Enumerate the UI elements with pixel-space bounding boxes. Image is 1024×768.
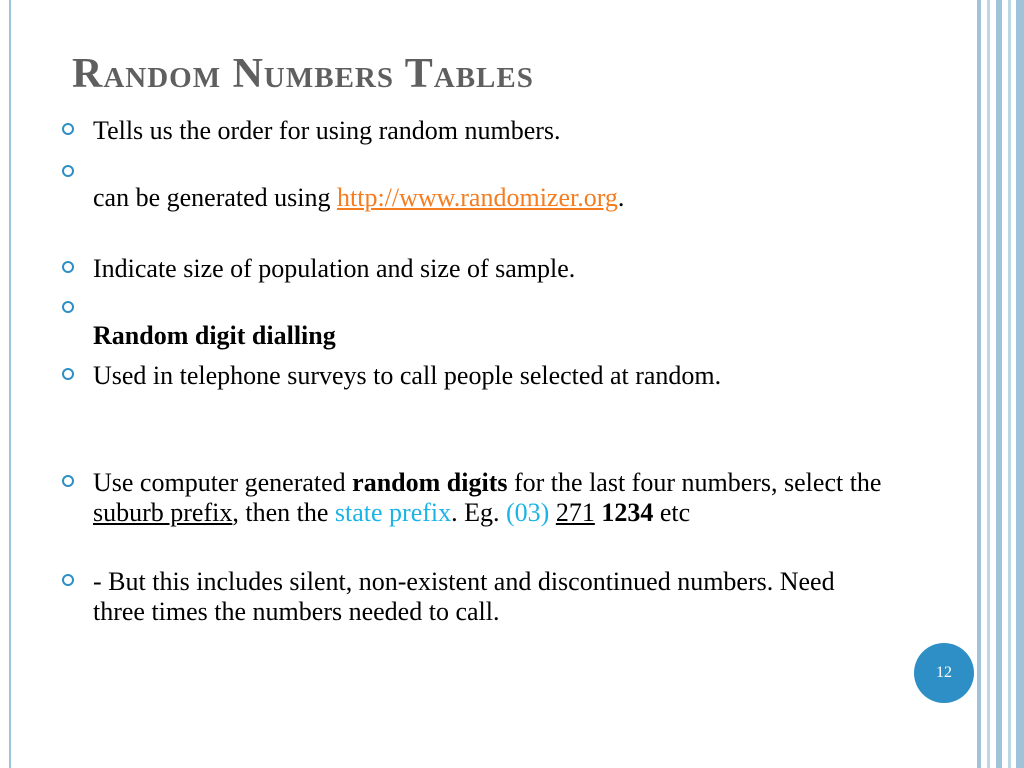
frame-stripe — [987, 0, 990, 768]
bullet-marker-icon — [62, 123, 74, 135]
bullet-text — [93, 183, 893, 213]
randomizer-link[interactable]: http://www.randomizer.org — [337, 183, 618, 212]
frame-stripe — [996, 0, 1002, 768]
bullet-text-highlight: state prefix — [334, 498, 452, 527]
bullet-marker-icon — [62, 475, 74, 487]
frame-stripe — [977, 0, 981, 768]
slide-title: Random Numbers Tables — [72, 51, 534, 97]
frame-right-stripes — [975, 0, 1024, 768]
frame-stripe — [1008, 0, 1011, 768]
bullet-text: Used in telephone surveys to call people selected at random. — [93, 361, 722, 390]
bullet-text-underline: 271 — [555, 498, 595, 527]
bullet-marker-icon — [62, 261, 74, 273]
bullet-text-part: . Eg. — [451, 498, 507, 527]
bullet-text — [93, 468, 893, 528]
bullet-text: Indicate size of population and size of sample. — [93, 254, 576, 283]
bullet-marker-icon — [62, 574, 74, 586]
bullet-text-bold: random digits — [352, 468, 508, 497]
bullet-text: - But this includes silent, non-existent and discontinued numbers. Need three times the numbers needed to call. — [93, 567, 835, 626]
bullet-text-part: for the last four numbers, select the — [507, 468, 882, 497]
bullet-text-part: etc — [653, 498, 691, 527]
bullet-text-bold: 1234 — [601, 498, 654, 527]
bullet-text: Tells us the order for using random numbers. — [93, 116, 561, 145]
bullet-text-part: Use computer generated — [93, 468, 353, 497]
bullet-text-part: can be generated using — [93, 183, 338, 212]
bullet-heading: Random digit dialling — [93, 321, 336, 350]
bullet-text-underline: suburb prefix — [93, 498, 233, 527]
bullet-text-part: . — [617, 183, 625, 212]
bullet-text-highlight: (03) — [506, 498, 550, 527]
frame-stripe — [1016, 0, 1024, 768]
bullet-text-part: , then the — [232, 498, 335, 527]
bullet-marker-icon — [62, 368, 74, 380]
bullet-marker-icon — [62, 301, 74, 313]
page-number-badge: 12 — [914, 643, 974, 703]
bullet-marker-icon — [62, 165, 74, 177]
frame-left-line — [9, 0, 11, 768]
